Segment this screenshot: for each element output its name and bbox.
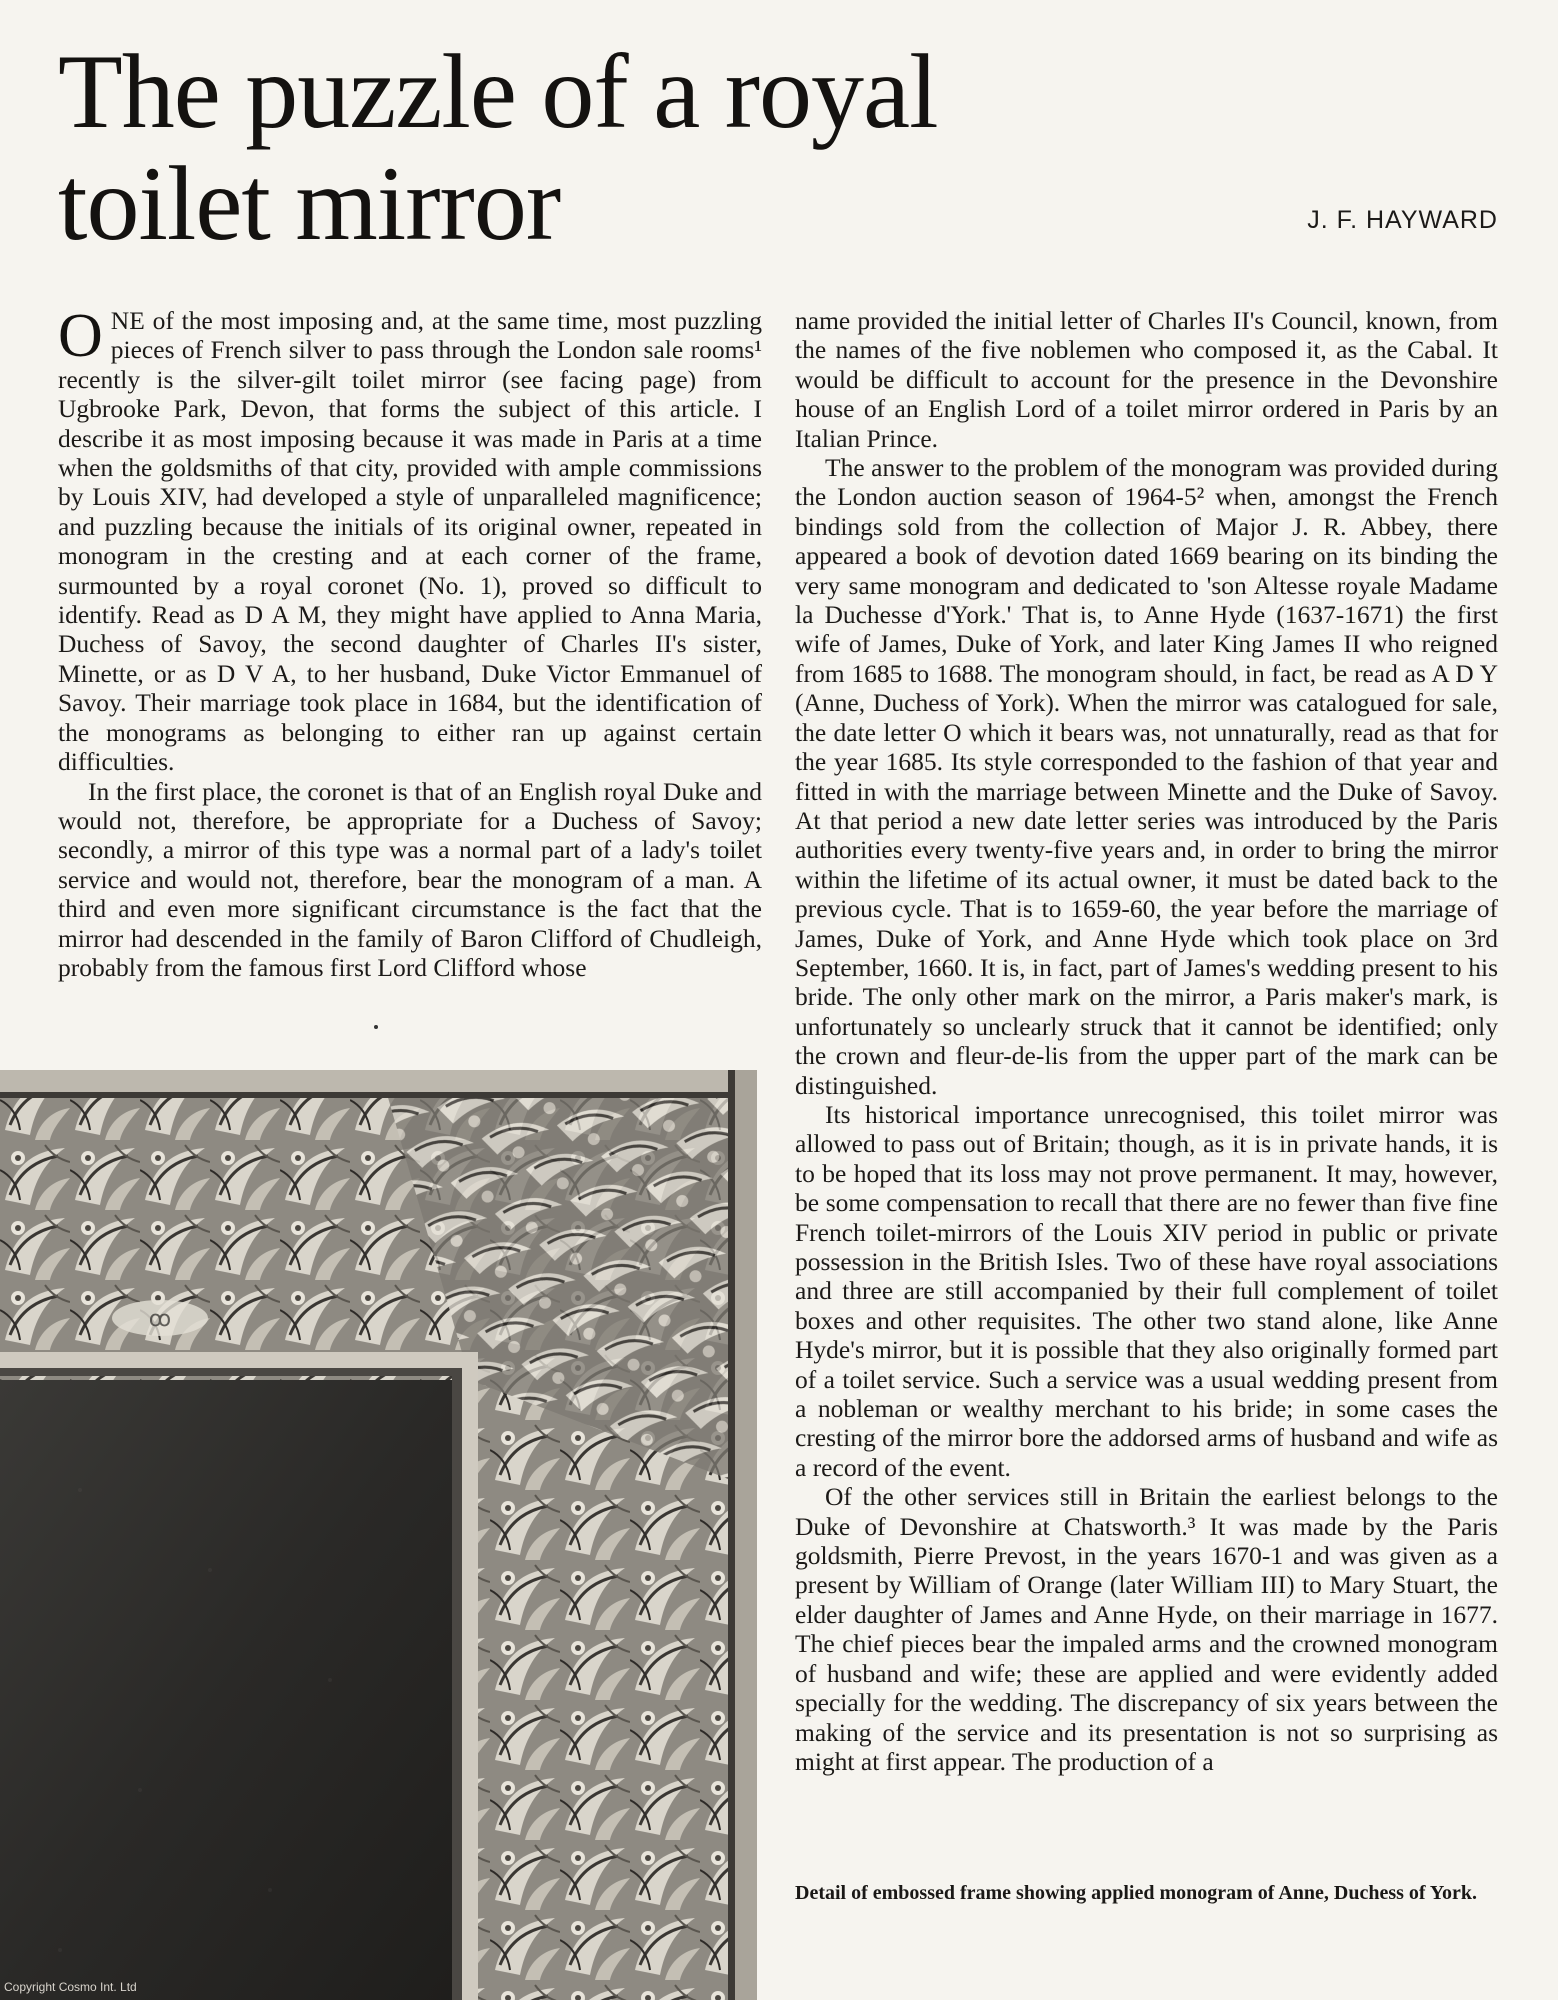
- stray-dot: [374, 1025, 378, 1029]
- text-column-right: [795, 306, 1498, 1776]
- copyright-notice: Copyright Cosmo Int. Ltd: [4, 1980, 137, 1994]
- drop-cap: O: [58, 302, 103, 370]
- text-column-left: [58, 302, 762, 982]
- figure-caption: Detail of embossed frame showing applied monogram of Anne, Duchess of York.: [795, 1882, 1478, 1904]
- lead-in: NE: [110, 306, 145, 335]
- author-byline: J. F. HAYWARD: [1307, 206, 1498, 234]
- paragraph-5: Its historical importance unrecognised, this toilet mirror was allowed to pass out of Britain; though, as it is in private hands, it is to be hoped that its loss may not prove permanent. It may, however, be some compensation to recall that there are no fewer than five fine French toilet-mirrors of the Louis XIV period in public or private possession in the British Isles. Two of these have royal associations and three are still accompanied by their full complement of toilet boxes and other requisites. The other two stand alone, like Anne Hyde's mirror, but it is possible that they also originally formed part of a toilet service. Such a service was a usual wedding present from a nobleman or wealthy merchant to his bride; in some cases the cresting of the mirror bore the addorsed arms of husband and wife as a record of the event.: [795, 1099, 1498, 1482]
- paragraph-3: name provided the initial letter of Charles II's Council, known, from the names of the five noblemen who composed it, as the Cabal. It would be difficult to account for the presence in the Devonshire house of an English Lord of a toilet mirror ordered in Paris by an Italian Prince.: [795, 306, 1498, 453]
- article-title: The puzzle of a royal toilet mirror: [58, 33, 938, 262]
- paragraph-1: [58, 302, 762, 777]
- mirror-frame-photo: [0, 1070, 757, 2000]
- svg-text:ꝏ: ꝏ: [148, 1306, 172, 1331]
- paragraph-6: Of the other services still in Britain the earliest belongs to the Duke of Devonshire at Chatsworth.³ It was made by the Paris goldsmith, Pierre Prevost, in the years 1670-1 and was given as a present by William of Orange (later William III) to Mary Stuart, the elder daughter of James and Anne Hyde, on their marriage in 1677. The chief pieces bear the impaled arms and the crowned monogram of husband and wife; these are applied and were evidently added specially for the wedding. The discrepancy of six years between the making of the service and its presentation is not so surprising as might at first appear. The production of a: [795, 1482, 1498, 1776]
- paragraph-4: The answer to the problem of the monogram was provided during the London auction season of 1964-5² when, amongst the French bindings sold from the collection of Major J. R. Abbey, there appeared a book of devotion dated 1669 bearing on its binding the very same monogram and dedicated to 'son Altesse royale Madame la Duchesse d'York.' That is, to Anne Hyde (1637-1671) the first wife of James, Duke of York, and later King James II who reigned from 1685 to 1688. The monogram should, in fact, be read as A D Y (Anne, Duchess of York). When the mirror was catalogued for sale, the date letter O which it bears was, not unnaturally, read as that for the year 1685. Its style corresponded to the fashion of that year and fitted in with the marriage between Minette and the Duke of Savoy. At that period a new date letter series was introduced by the Paris authorities every twenty-five years and, in order to bring the mirror within the lifetime of its actual owner, it must be dated back to the previous cycle. That is to 1659-60, the year before the marriage of James, Duke of York, and Anne Hyde which took place on 3rd September, 1660. It is, in fact, part of James's wedding present to his bride. The only other mark on the mirror, a Paris maker's mark, is unfortunately so unclearly struck that it cannot be identified; only the crown and fleur-de-lis from the upper part of the mark can be distinguished.: [795, 453, 1498, 1100]
- paragraph-1-text: of the most imposing and, at the same time, most puzzling pieces of French silver to pass through the London sale rooms¹ recently is the silver-gilt toilet mirror (see facing page) from Ugbrooke Park, Devon, that forms the subject of this article. I describe it as most imposing because it was made in Paris at a time when the goldsmiths of that city, provided with ample commissions by Louis XIV, had developed a style of unparalleled magnificence; and puzzling because the initials of its original owner, repeated in monogram in the cresting and at each corner of the frame, surmounted by a royal coronet (No. 1), proved so difficult to identify. Read as D A M, they might have applied to Anna Maria, Duchess of Savoy, the second daughter of Charles II's sister, Minette, or as D V A, to her husband, Duke Victor Emmanuel of Savoy. Their marriage took place in 1684, but the identification of the monograms as belonging to either ran up against certain difficulties.: [58, 306, 762, 777]
- paragraph-2: In the first place, the coronet is that of an English royal Duke and would not, therefore, be appropriate for a Duchess of Savoy; secondly, a mirror of this type was a normal part of a lady's toilet service and would not, therefore, bear the monogram of a man. A third and even more significant circumstance is the fact that the mirror had descended in the family of Baron Clifford of Chudleigh, probably from the famous first Lord Clifford whose: [58, 776, 762, 982]
